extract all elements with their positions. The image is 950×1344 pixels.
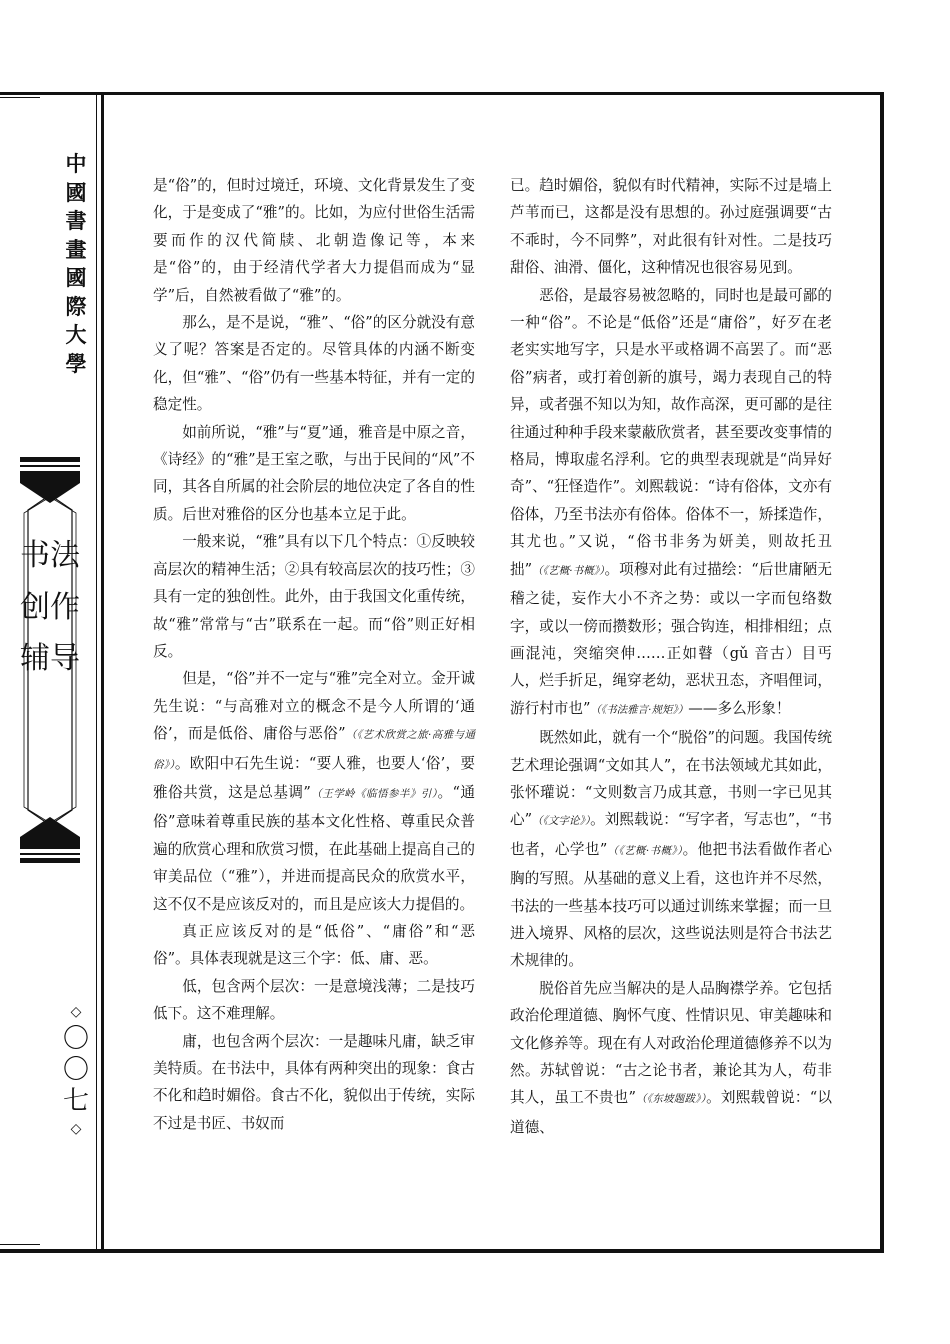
text-column-right [510,172,832,1141]
paragraph-text: 。项穆对此有过描绘：“后世庸陋无稽之徒，妄作大小不齐之势：或以一字而包络数字，或以一傍而攒数形；强合钩连，相排相纽；点画混沌，突缩突伸……正如瞽（gǔ 音古）目丐人，烂手折足，绳穿老幼，恶状丑态，齐唱俚词，游行村市也” [510,560,833,717]
paragraph [510,724,832,975]
frame-top-thin-border [0,97,40,98]
paragraph-text: 。他把书法看做作者心胸的写照。从基础的意义上看，这也许并不尽然，书法的一些基本技巧可以通过训练来掌握；而一旦进入境界、风格的层次，这些说法则是符合书法艺术规律的。 [510,840,832,970]
paragraph-text: 。刘熙载说：“写字者，写志也”，“书也者，心学也” [510,811,832,858]
paragraph-text: 低，包含两个层次：一是意境浅薄；二是技巧低下。这不难理解。 [153,977,475,1023]
book-title: 书法创作辅导 [20,538,80,676]
sidebar-divider-thick [101,94,104,1251]
paragraph-text: 一般来说，“雅”具有以下几个特点：①反映较高层次的精神生活；②具有较高层次的技巧性；③具有一定的独创性。此外，由于我国文化重传统，故“雅”常常与“古”联系在一起。而“俗”则正好相反。 [153,533,475,660]
citation: （《艺概·书概》） [607,844,683,857]
frame-right-border [880,92,884,1253]
citation: （《艺概·书概》） [532,564,605,577]
paragraph [153,309,475,419]
paragraph-text: 既然如此，就有一个“脱俗”的问题。我国传统艺术理论强调“文如其人”，在书法领域尤其如此，张怀瓘说：“文则数言乃成其意，书则一字已见其心” [510,729,832,829]
paragraph [510,172,832,282]
frame-bottom-border [0,1249,884,1253]
citation: （《文字论》） [532,815,591,828]
paragraph [153,918,475,973]
paragraph [153,1028,475,1138]
paragraph-text: 如前所说，“雅”与“夏”通，雅音是中原之音，《诗经》的“雅”是王室之歌，与出于民间的“风”不同，其各自所属的社会阶层的地位决定了各自的性质。后世对雅俗的区分也基本立足于此。 [153,423,475,523]
paragraph [153,973,475,1028]
citation: （王学岭《临悟参半》引） [310,787,438,800]
paragraph [153,665,475,918]
sidebar-divider-thin [96,94,97,1251]
page-number-block [60,1000,92,1141]
paragraph-text: 脱俗首先应当解决的是人品胸襟学养。它包括政治伦理道德、胸怀气度、性情识见、审美趣味和文化修养等。现在有人对政治伦理道德修养不以为然。苏轼曾说：“古之论书者，兼论其为人，苟非其人，虽工不贵也” [510,979,832,1107]
diamond-ornament-top: ◇ [70,1004,82,1020]
paragraph-text: 已。趋时媚俗，貌似有时代精神，实际不过是墙上芦苇而已，这都是没有思想的。孙过庭强调要“古不乖时，今不同弊”，对此很有针对性。二是技巧甜俗、油滑、僵化，这种情况也很容易见到。 [510,177,832,277]
paragraph [510,282,832,725]
paragraph [153,172,475,309]
paragraph-text: 真正应该反对的是“低俗”、“庸俗”和“恶俗”。具体表现就是这三个字：低、庸、恶。 [153,922,475,968]
citation: （《东坡题跋》） [635,1093,707,1106]
paragraph [510,975,832,1141]
citation: （《书法雅言·规矩》） [590,703,689,716]
frame-top-border [0,92,884,95]
diamond-ornament-bottom: ◇ [70,1121,82,1137]
frame-bottom-thin-border [0,1244,40,1245]
paragraph-text: 。欧阳中石先生说：“要人雅，也要人‘俗’，要雅俗共赏，这是总基调” [153,754,475,801]
paragraph-text: 但是，“俗”并不一定与“雅”完全对立。金开诚先生说：“与高雅对立的概念不是今人所谓的‘通俗’，而是低俗、庸俗与恶俗” [153,670,475,743]
paragraph-text: 恶俗，是最容易被忽略的，同时也是最可鄙的一种“俗”。不论是“低俗”还是“庸俗”，好歹在老老实实地写字，只是水平或格调不高罢了。而“恶俗”病者，或打着创新的旗号，竭力表现自己的特异，或者强不知以为知，故作高深，更可鄙的是往往通过种种手段来蒙蔽欣赏者，甚至要改变事情的格局，博取虚名浮利。它的典型表现就是“尚异好奇”、“狂怪造作”。刘熙载说：“诗有俗体，文亦有俗体，乃至书法亦有俗体。俗体不一，矫揉造作，其尤也。”又说，“俗书非务为妍美，则故托丑拙” [510,286,832,578]
paragraph [153,528,475,665]
paragraph-text: 那么，是不是说，“雅”、“俗”的区分就没有意义了呢？答案是否定的。尽管具体的内涵不断变化，但“雅”、“俗”仍有一些基本特征，并有一定的稳定性。 [153,314,475,414]
text-column-left [153,172,475,1137]
paragraph-text: ——多么形象！ [688,699,791,717]
paragraph [153,419,475,529]
paragraph-text: 。刘熙载曾说：“以道德、 [510,1089,833,1136]
page-number: 〇〇七 [62,1024,89,1116]
paragraph-text: 是“俗”的，但时过境迁，环境、文化背景发生了变化，于是变成了“雅”的。比如，为应付世俗生活需要而作的汉代简牍、北朝造像记等，本来是“俗”的，由于经清代学者大力提倡而成为“显学”后，自然被看做了“雅”的。 [153,177,475,304]
paragraph-text: 。“通俗”意味着尊重民族的基本文化性格、尊重民众普遍的欣赏心理和欣赏习惯，在此基础上提高自己的审美品位（“雅”），并进而提高民众的欣赏水平，这不仅不是应该反对的，而且是应该大力提倡的。 [153,783,475,913]
paragraph-text: 庸，也包含两个层次：一是趣味凡庸，缺乏审美特质。在书法中，具体有两种突出的现象：食古不化和趋时媚俗。食古不化，貌似出于传统，实际不过是书匠、书奴而 [153,1032,475,1132]
school-name: 中國書畫國際大學 [65,152,87,376]
citation: （《艺术欣赏之旅·高雅与通俗》） [153,729,475,771]
